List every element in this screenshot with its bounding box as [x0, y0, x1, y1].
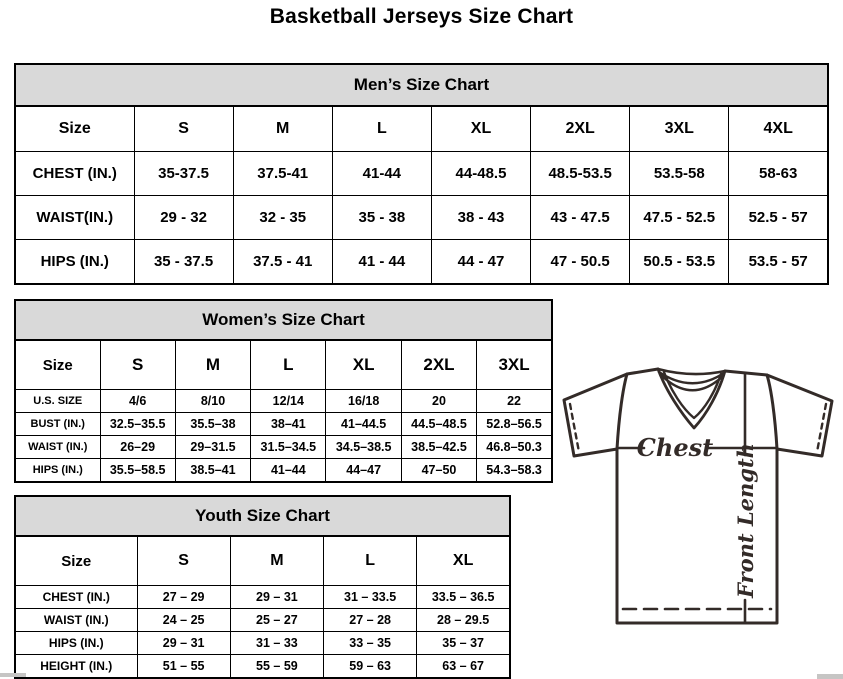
value-cell: 33.5 – 36.5 [417, 586, 510, 609]
page-title: Basketball Jerseys Size Chart [269, 5, 574, 28]
womens-us-size-row [15, 390, 552, 413]
size-col-header: XL [431, 106, 530, 152]
value-cell: 47 - 50.5 [531, 240, 630, 285]
size-col-header: L [324, 536, 417, 586]
size-header-label: Size [15, 106, 134, 152]
value-cell: 52.8–56.5 [477, 413, 552, 436]
value-cell: 25 – 27 [230, 609, 323, 632]
mens-waist-row [15, 196, 828, 240]
value-cell: 50.5 - 53.5 [630, 240, 729, 285]
size-col-header: M [175, 340, 250, 390]
value-cell: 20 [401, 390, 476, 413]
row-label: WAIST(IN.) [15, 196, 134, 240]
value-cell: 38.5–41 [175, 459, 250, 483]
value-cell: 35.5–58.5 [100, 459, 175, 483]
value-cell: 29 – 31 [230, 586, 323, 609]
mens-size-header-row [15, 106, 828, 152]
value-cell: 44-48.5 [431, 152, 530, 196]
size-col-header: L [251, 340, 326, 390]
value-cell: 8/10 [175, 390, 250, 413]
size-header-label: Size [15, 340, 100, 390]
value-cell: 38 - 43 [431, 196, 530, 240]
womens-bust-row [15, 413, 552, 436]
size-col-header: 4XL [729, 106, 828, 152]
value-cell: 38–41 [251, 413, 326, 436]
value-cell: 4/6 [100, 390, 175, 413]
row-label: CHEST (IN.) [15, 586, 137, 609]
womens-waist-row [15, 436, 552, 459]
value-cell: 59 – 63 [324, 655, 417, 679]
value-cell: 24 – 25 [137, 609, 230, 632]
value-cell: 53.5-58 [630, 152, 729, 196]
value-cell: 35-37.5 [134, 152, 233, 196]
row-label: U.S. SIZE [15, 390, 100, 413]
size-col-header: 3XL [630, 106, 729, 152]
value-cell: 33 – 35 [324, 632, 417, 655]
size-col-header: M [233, 106, 332, 152]
value-cell: 44.5–48.5 [401, 413, 476, 436]
value-cell: 63 – 67 [417, 655, 510, 679]
size-col-header: L [332, 106, 431, 152]
jersey-measurement-diagram [555, 360, 843, 670]
front-length-label: Front Length [733, 443, 758, 598]
row-label: WAIST (IN.) [15, 436, 100, 459]
mens-hips-row [15, 240, 828, 285]
value-cell: 34.5–38.5 [326, 436, 401, 459]
value-cell: 29 - 32 [134, 196, 233, 240]
womens-hips-row [15, 459, 552, 483]
size-col-header: XL [417, 536, 510, 586]
value-cell: 46.8–50.3 [477, 436, 552, 459]
value-cell: 41-44 [332, 152, 431, 196]
youth-hips-row [15, 632, 510, 655]
womens-size-table [14, 299, 553, 483]
value-cell: 44–47 [326, 459, 401, 483]
value-cell: 37.5 - 41 [233, 240, 332, 285]
value-cell: 38.5–42.5 [401, 436, 476, 459]
value-cell: 35.5–38 [175, 413, 250, 436]
size-col-header: XL [326, 340, 401, 390]
youth-size-table [14, 495, 511, 679]
mens-size-table [14, 63, 829, 285]
mens-table-title: Men’s Size Chart [15, 64, 828, 106]
chest-label: Chest [636, 433, 714, 462]
row-label: HIPS (IN.) [15, 240, 134, 285]
scrollbar-fragment-right[interactable] [817, 674, 843, 679]
value-cell: 28 – 29.5 [417, 609, 510, 632]
value-cell: 35 – 37 [417, 632, 510, 655]
size-col-header: S [100, 340, 175, 390]
value-cell: 12/14 [251, 390, 326, 413]
value-cell: 43 - 47.5 [531, 196, 630, 240]
value-cell: 29–31.5 [175, 436, 250, 459]
row-label: HIPS (IN.) [15, 632, 137, 655]
youth-height-row [15, 655, 510, 679]
value-cell: 32.5–35.5 [100, 413, 175, 436]
youth-waist-row [15, 609, 510, 632]
size-col-header: S [137, 536, 230, 586]
mens-chest-row [15, 152, 828, 196]
value-cell: 16/18 [326, 390, 401, 413]
size-header-label: Size [15, 536, 137, 586]
size-col-header: S [134, 106, 233, 152]
row-label: WAIST (IN.) [15, 609, 137, 632]
value-cell: 41–44.5 [326, 413, 401, 436]
youth-table-title: Youth Size Chart [15, 496, 510, 536]
value-cell: 54.3–58.3 [477, 459, 552, 483]
row-label: CHEST (IN.) [15, 152, 134, 196]
row-label: HEIGHT (IN.) [15, 655, 137, 679]
value-cell: 47–50 [401, 459, 476, 483]
value-cell: 32 - 35 [233, 196, 332, 240]
value-cell: 22 [477, 390, 552, 413]
size-col-header: 2XL [401, 340, 476, 390]
value-cell: 26–29 [100, 436, 175, 459]
row-label: BUST (IN.) [15, 413, 100, 436]
value-cell: 44 - 47 [431, 240, 530, 285]
value-cell: 53.5 - 57 [729, 240, 828, 285]
row-label: HIPS (IN.) [15, 459, 100, 483]
size-col-header: 3XL [477, 340, 552, 390]
value-cell: 27 – 28 [324, 609, 417, 632]
value-cell: 35 - 38 [332, 196, 431, 240]
value-cell: 31.5–34.5 [251, 436, 326, 459]
youth-size-header-row [15, 536, 510, 586]
value-cell: 58-63 [729, 152, 828, 196]
womens-size-header-row [15, 340, 552, 390]
value-cell: 35 - 37.5 [134, 240, 233, 285]
value-cell: 41–44 [251, 459, 326, 483]
scrollbar-fragment-left[interactable] [0, 673, 26, 677]
value-cell: 29 – 31 [137, 632, 230, 655]
jersey-outline [564, 369, 832, 623]
value-cell: 51 – 55 [137, 655, 230, 679]
womens-table-title: Women’s Size Chart [15, 300, 552, 340]
value-cell: 52.5 - 57 [729, 196, 828, 240]
value-cell: 47.5 - 52.5 [630, 196, 729, 240]
value-cell: 48.5-53.5 [531, 152, 630, 196]
value-cell: 31 – 33.5 [324, 586, 417, 609]
value-cell: 27 – 29 [137, 586, 230, 609]
youth-chest-row [15, 586, 510, 609]
value-cell: 37.5-41 [233, 152, 332, 196]
size-col-header: M [230, 536, 323, 586]
value-cell: 31 – 33 [230, 632, 323, 655]
size-col-header: 2XL [531, 106, 630, 152]
value-cell: 41 - 44 [332, 240, 431, 285]
value-cell: 55 – 59 [230, 655, 323, 679]
collar-top-edge [658, 369, 725, 374]
